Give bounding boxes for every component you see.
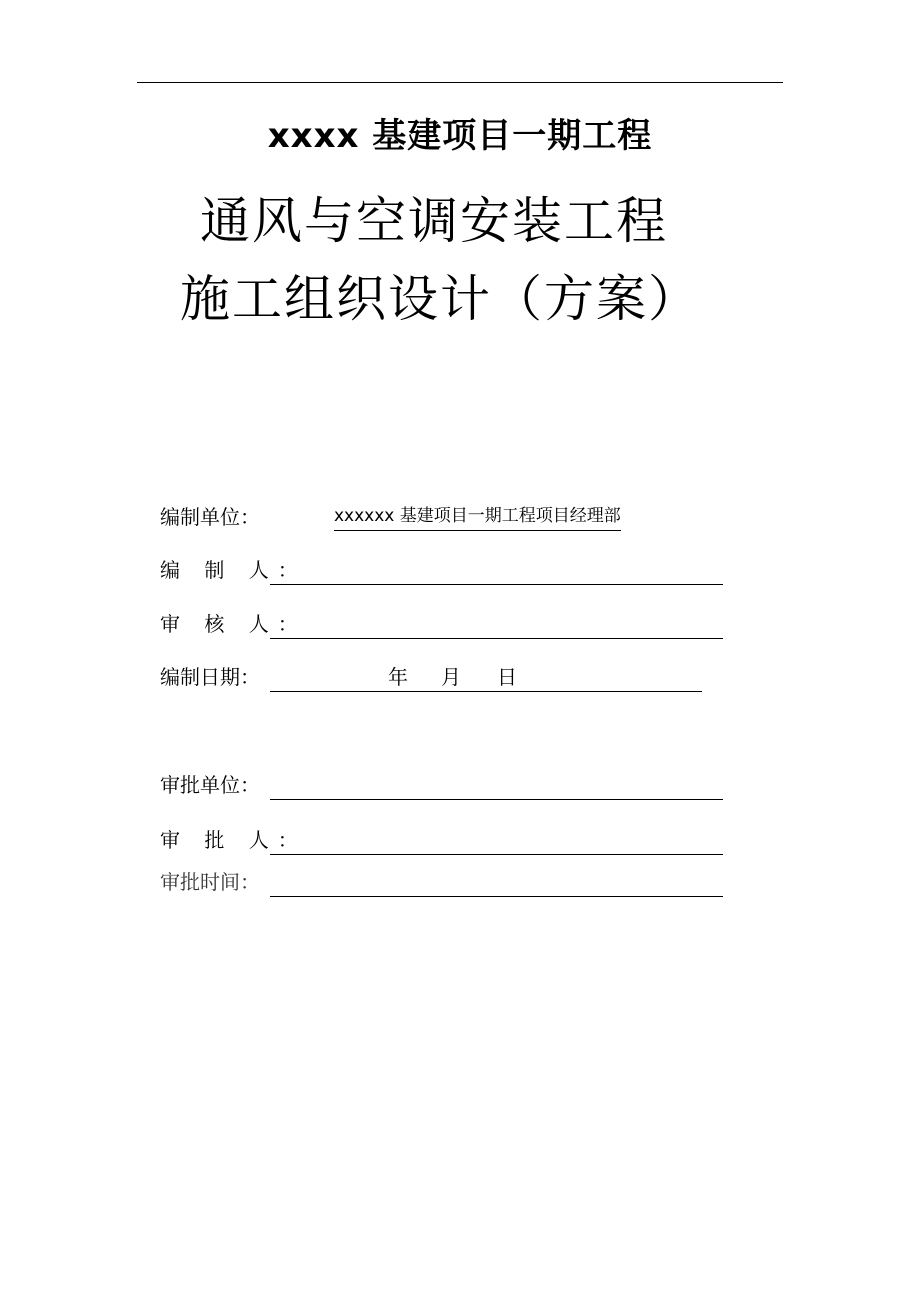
reviewer-field xyxy=(160,609,724,639)
approve-time-label: 审批时间： xyxy=(160,870,260,894)
compile-date-blank-line xyxy=(270,691,702,692)
approve-unit-label: 审批单位： xyxy=(160,773,260,797)
approver-label: 审 批 人： xyxy=(160,828,307,852)
compile-date-day: 日 xyxy=(497,665,517,689)
approve-unit-blank-line xyxy=(270,799,723,800)
reviewer-blank-line xyxy=(270,638,723,639)
project-title: xxxx 基建项目一期工程 xyxy=(267,116,653,156)
compiler-field xyxy=(160,555,724,585)
approve-unit-field xyxy=(160,770,724,800)
approver-field xyxy=(160,825,724,855)
header-rule xyxy=(137,82,783,83)
document-title-line-1: 通风与空调安装工程 xyxy=(200,192,668,250)
compile-date-month: 月 xyxy=(441,665,461,689)
compile-date-year: 年 xyxy=(388,665,408,689)
compile-date-field xyxy=(160,662,724,692)
document-title-line-2: 施工组织设计（方案） xyxy=(180,270,700,328)
reviewer-label: 审 核 人： xyxy=(160,612,307,636)
approve-time-blank-line xyxy=(270,896,723,897)
approver-blank-line xyxy=(270,854,723,855)
compile-unit-value: xxxxxx 基建项目一期工程项目经理部 xyxy=(334,503,621,531)
compile-unit-field xyxy=(160,502,724,532)
compiler-label: 编 制 人： xyxy=(160,558,307,582)
compile-date-label: 编制日期： xyxy=(160,665,260,689)
compiler-blank-line xyxy=(270,584,723,585)
approve-time-field xyxy=(160,867,724,897)
compile-unit-label: 编制单位： xyxy=(160,505,260,529)
